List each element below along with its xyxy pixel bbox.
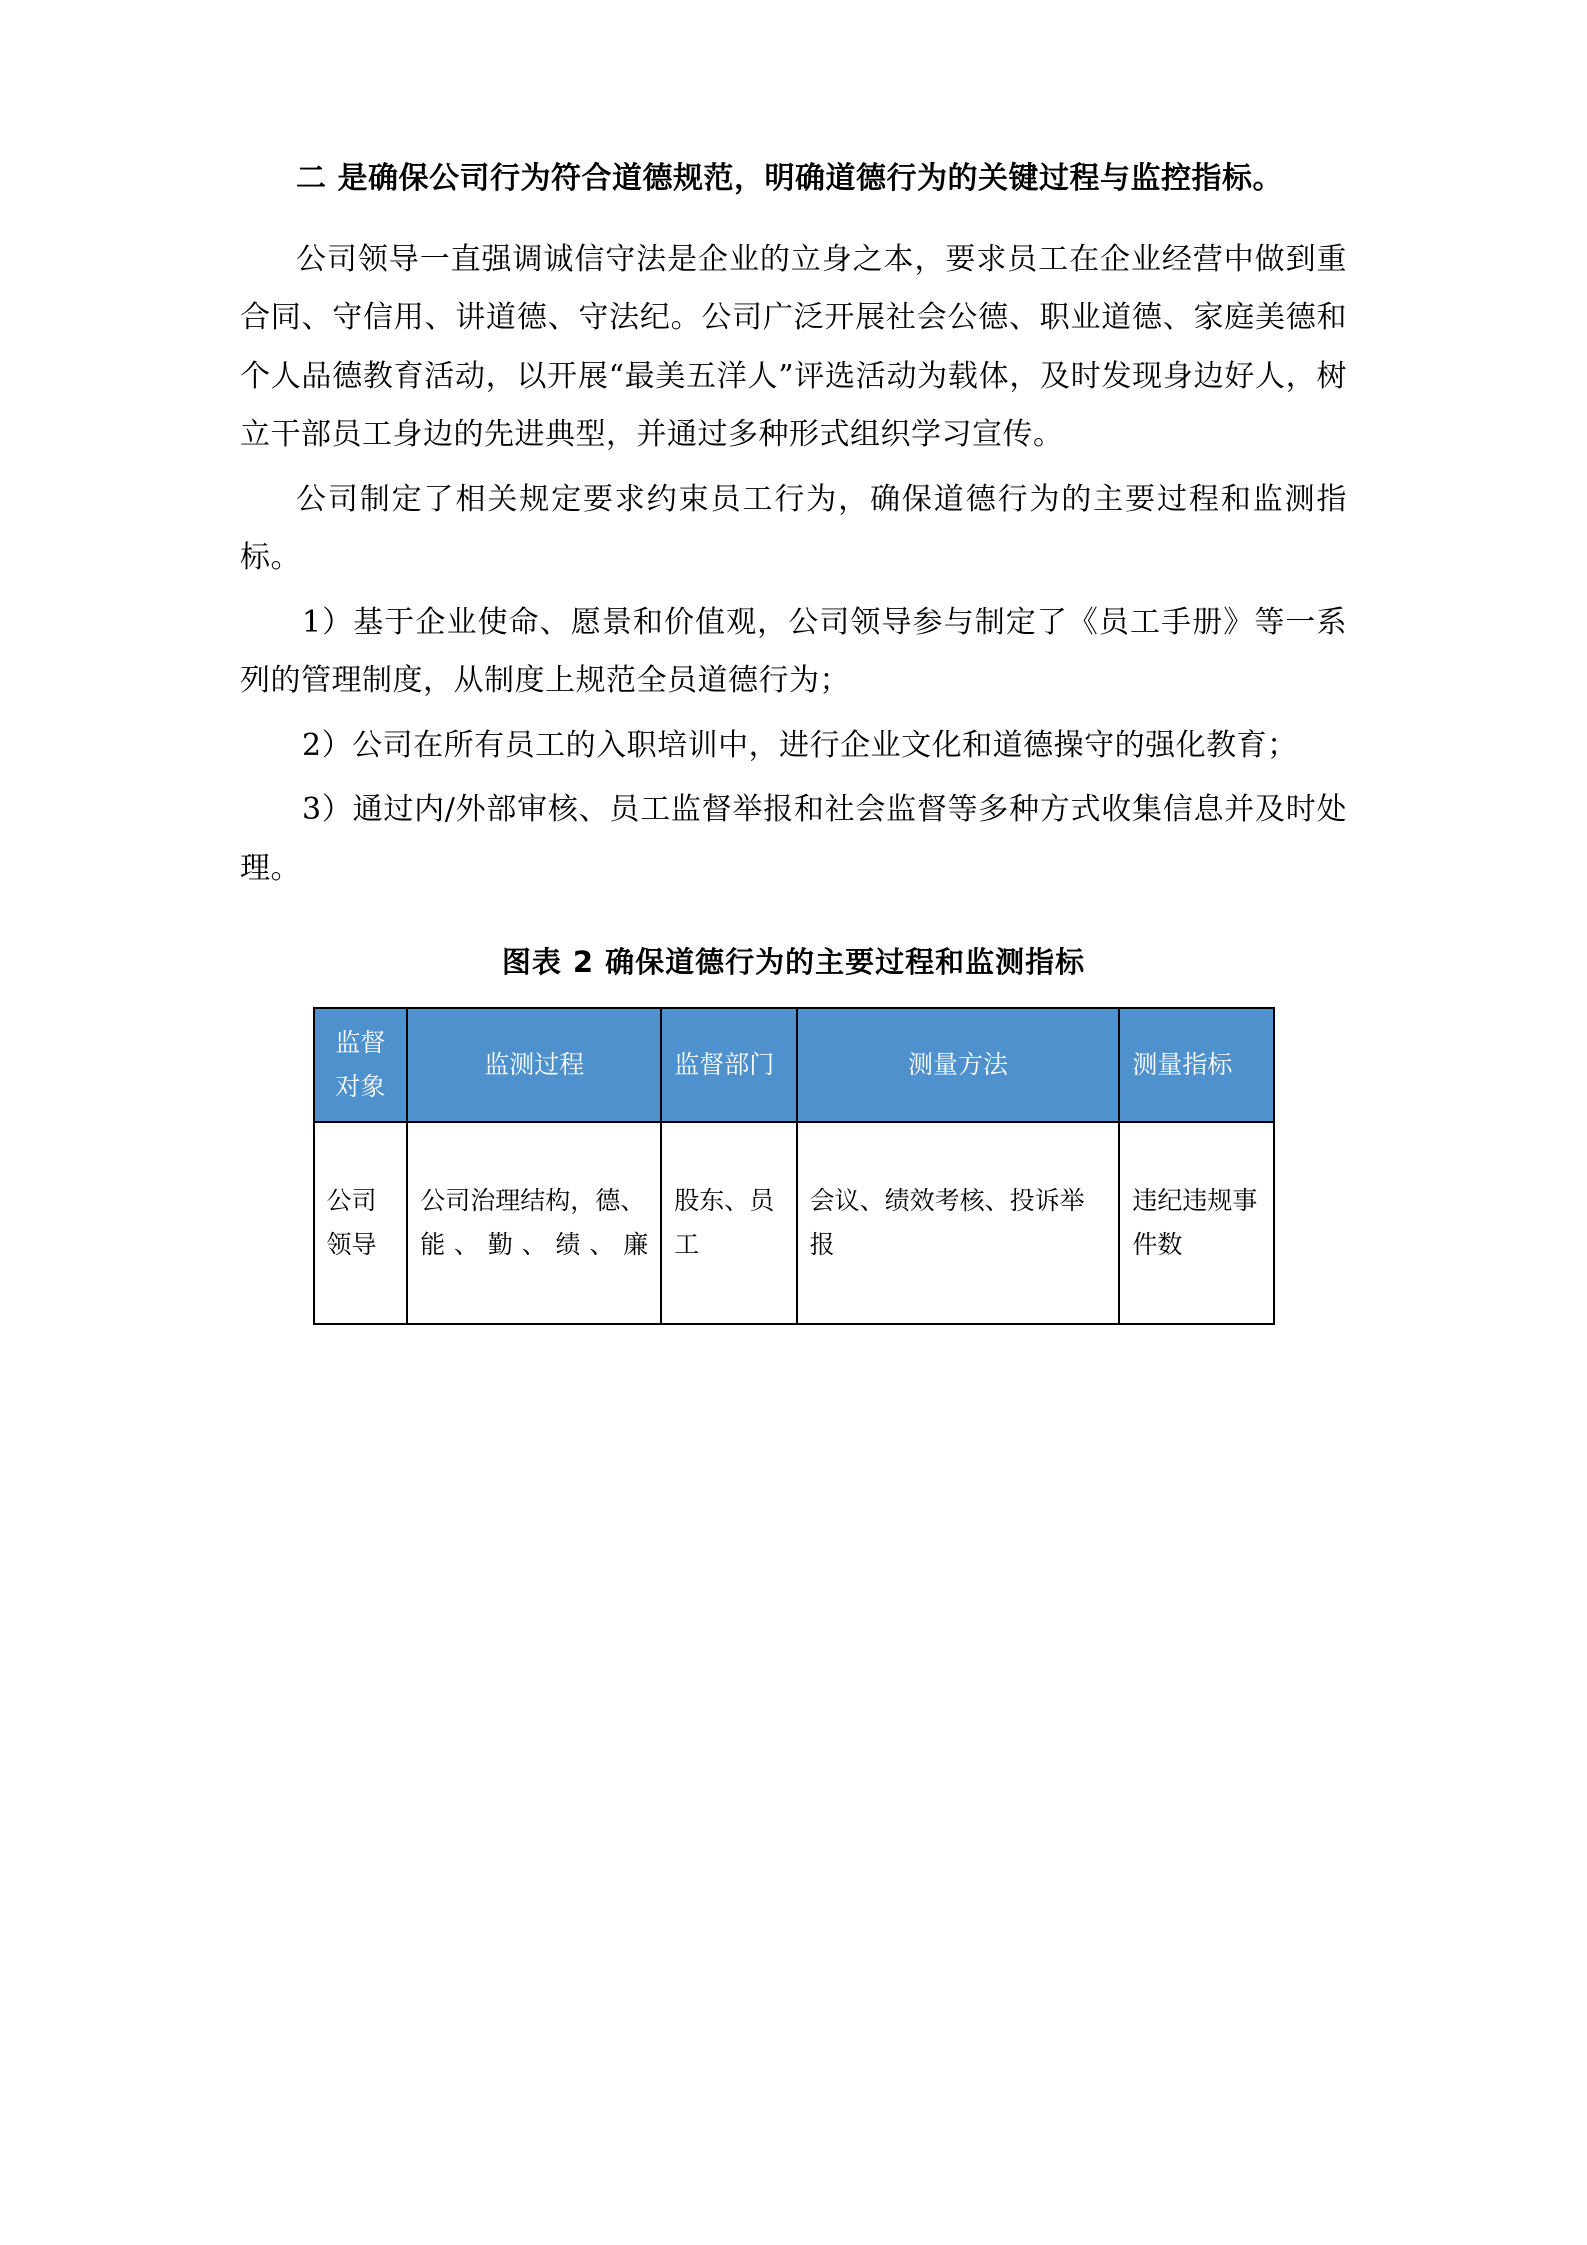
body-paragraph-3: 1）基于企业使命、愿景和价值观，公司领导参与制定了《员工手册》等一系列的管理制度，从制度上规范全员道德行为； <box>240 604 1347 698</box>
table-header-object: 监督对象 <box>314 1008 408 1122</box>
body-paragraph-2: 公司制定了相关规定要求约束员工行为，确保道德行为的主要过程和监测指标。 <box>240 481 1347 575</box>
table-cell-process: 公司治理结构，德、能、勤、绩、廉 <box>407 1122 661 1324</box>
table-caption: 图表 2 确保道德行为的主要过程和监测指标 <box>501 945 1086 979</box>
body-paragraph-1: 公司领导一直强调诚信守法是企业的立身之本，要求员工在企业经营中做到重合同、守信用、讲道德、守法纪。公司广泛开展社会公德、职业道德、家庭美德和个人品德教育活动，以开展“最美五洋人”评选活动为载体，及时发现身边好人，树立干部员工身边的先进典型，并通过多种形式组织学习宣传。 <box>240 241 1347 452</box>
table-cell-indicator: 违纪违规事件数 <box>1119 1122 1273 1324</box>
table-cell-department: 股东、员工 <box>661 1122 796 1324</box>
monitoring-table <box>313 1007 1275 1325</box>
table-header-method: 测量方法 <box>797 1008 1120 1122</box>
table-header-department: 监督部门 <box>661 1008 796 1122</box>
section-heading: 二 是确保公司行为符合道德规范，明确道德行为的关键过程与监控指标。 <box>296 161 1283 196</box>
table-header-row <box>314 1008 1274 1122</box>
table-cell-object: 公司领导 <box>314 1122 408 1324</box>
body-paragraph-5: 3）通过内/外部审核、员工监督举报和社会监督等多种方式收集信息并及时处理。 <box>240 792 1347 886</box>
table-header-indicator: 测量指标 <box>1119 1008 1273 1122</box>
table-cell-method: 会议、绩效考核、投诉举报 <box>797 1122 1120 1324</box>
body-paragraph-4: 2）公司在所有员工的入职培训中，进行企业文化和道德操守的强化教育； <box>302 727 1298 763</box>
table-row <box>314 1122 1274 1324</box>
table-header-process: 监测过程 <box>407 1008 661 1122</box>
